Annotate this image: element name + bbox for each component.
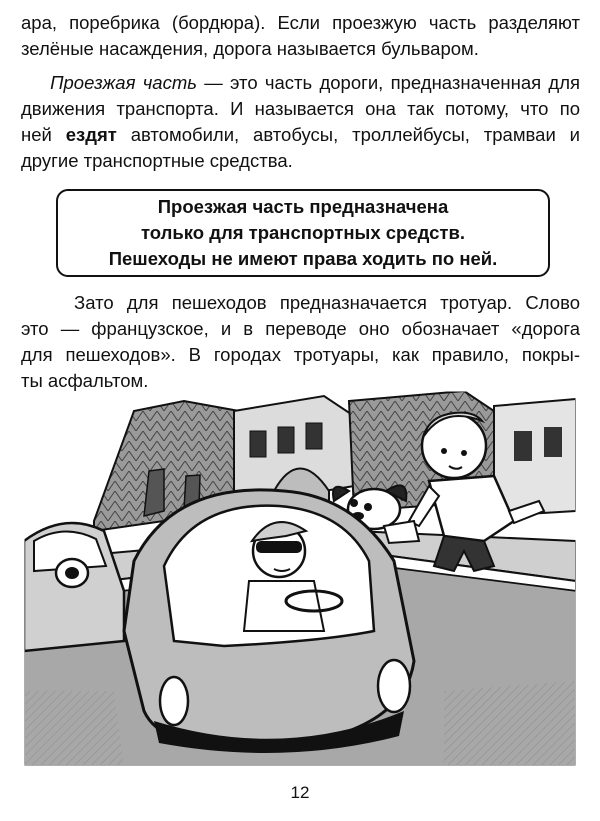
paragraph-roadway-definition [21, 70, 580, 174]
rule-line-1: Проезжая часть предназначена [157, 196, 449, 217]
paragraph-intro-line-2: зелёные насаждения, дорога называется бульваром. [21, 38, 479, 59]
paragraph-sidewalk-line-3: для пешеходов». В городах тротуары, как правило, покры- [21, 344, 580, 365]
paragraph-roadway-line-3 [21, 122, 580, 148]
left-car [24, 523, 124, 651]
paragraph-sidewalk [21, 290, 580, 394]
paragraph-intro [21, 10, 580, 62]
line-3-before: ней [21, 124, 66, 145]
rule-box [56, 189, 550, 277]
paragraph-sidewalk-line-1: Зато для пешеходов предназначается тротуар. Слово [74, 292, 580, 313]
street-illustration [24, 391, 576, 766]
paragraph-roadway-line-4: другие транспортные средства. [21, 150, 293, 171]
paragraph-intro-line-1: ара, поребрика (бордюра). Если проезжую часть разделяют [21, 12, 580, 33]
paragraph-roadway-line-1-rest: — это часть дороги, предназначенная для [196, 72, 581, 93]
main-car [124, 490, 414, 753]
paragraph-sidewalk-line-4: ты асфальтом. [21, 370, 149, 391]
term-roadway: Проезжая часть [50, 72, 197, 93]
paragraph-sidewalk-line-2: это — французское, и в переводе оно обозначает «дорога [21, 318, 580, 339]
line-3-after: автомобили, автобусы, троллейбусы, трамваи и [116, 124, 581, 145]
paragraph-roadway-line-1 [21, 70, 580, 96]
page-number: 12 [290, 783, 310, 802]
paragraph-roadway-line-2: движения транспорта. И называется она так потому, что по [21, 98, 580, 119]
rule-line-3: Пешеходы не имеют права ходить по ней. [108, 248, 498, 269]
bold-word-drive: ездят [65, 124, 117, 145]
rule-line-2: только для транспортных средств. [140, 222, 465, 243]
